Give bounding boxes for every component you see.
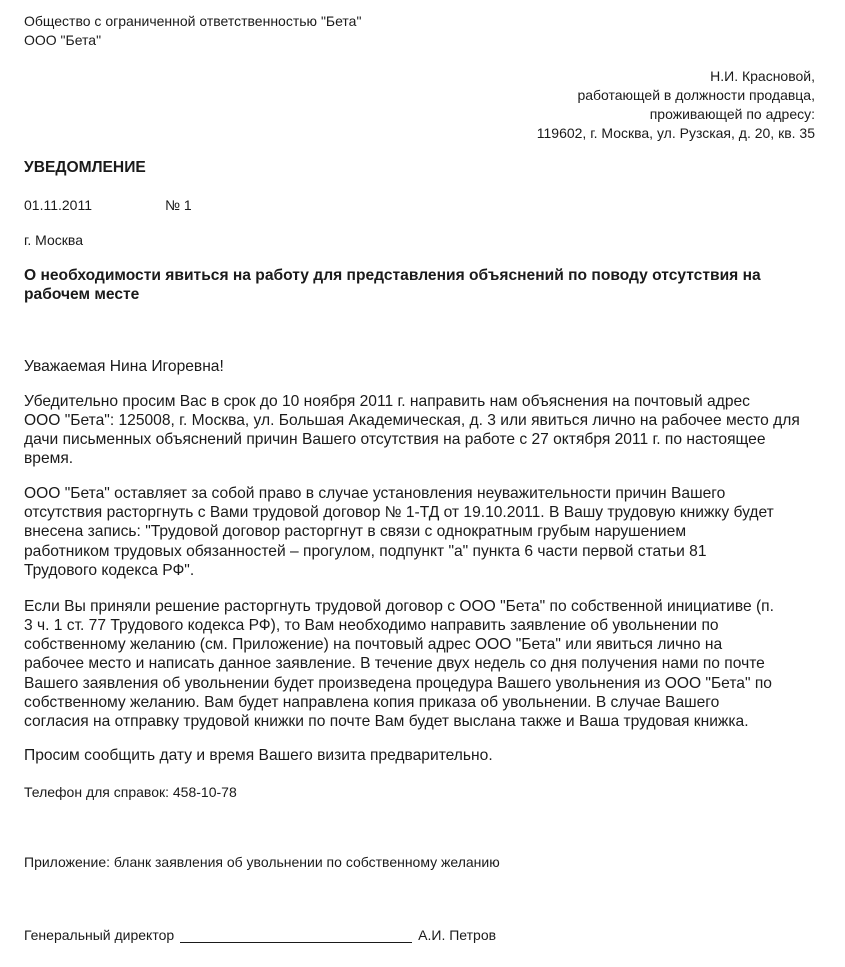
paragraph-line: время. — [24, 450, 74, 467]
paragraph-line: ООО "Бета" оставляет за собой право в случае установления неуважительности причин Вашего — [24, 485, 726, 502]
paragraph-line: Убедительно просим Вас в срок до 10 ноября 2011 г. направить нам объяснения на почтовый адрес — [24, 393, 750, 410]
paragraph-line: ООО "Бета": 125008, г. Москва, ул. Большая Академическая, д. 3 или явиться лично на рабочее место для — [24, 412, 800, 429]
subject-line: рабочем месте — [24, 286, 140, 303]
org-full-name: Общество с ограниченной ответственностью "Бета" — [24, 13, 362, 29]
attachment-note: Приложение: бланк заявления об увольнении по собственному желанию — [24, 854, 500, 870]
paragraph-line: 3 ч. 1 ст. 77 Трудового кодекса РФ), то Вам необходимо направить заявление об увольнении по — [24, 617, 719, 634]
paragraph-line: собственному желанию. Вам будет направлена копия приказа об увольнении. В случае Вашего — [24, 694, 720, 711]
signer-name: А.И. Петров — [418, 927, 497, 943]
recipient-line: Н.И. Красновой, — [710, 68, 815, 84]
signature-line — [180, 942, 412, 943]
paragraph-line: Трудового кодекса РФ". — [24, 562, 195, 579]
paragraph-line: согласия на отправку трудовой книжки по почте Вам будет выслана также и Ваша трудовая книжка. — [24, 713, 749, 730]
paragraph-line: дачи письменных объяснений причин Вашего отсутствия на работе с 27 октября 2011 г. по настоящее — [24, 431, 766, 448]
paragraph-line: Если Вы приняли решение расторгнуть трудовой договор с ООО "Бета" по собственной инициативе (п. — [24, 598, 774, 615]
recipient-line: работающей в должности продавца, — [577, 87, 815, 103]
document-number: № 1 — [165, 197, 192, 213]
org-short-name: ООО "Бета" — [24, 32, 102, 48]
paragraph-line: внесена запись: "Трудовой договор расторгнут в связи с однократным грубым нарушением — [24, 523, 687, 540]
visit-request: Просим сообщить дату и время Вашего визита предварительно. — [24, 747, 493, 764]
greeting: Уважаемая Нина Игоревна! — [24, 358, 224, 375]
recipient-line: 119602, г. Москва, ул. Рузская, д. 20, кв. 35 — [536, 125, 815, 141]
paragraph-line: собственному желанию (см. Приложение) на почтовый адрес ООО "Бета" или явиться лично на — [24, 636, 723, 653]
paragraph-line: Вашего заявления об увольнении будет произведена процедура Вашего увольнения из ООО "Бета" по — [24, 675, 772, 692]
signature-block — [24, 926, 496, 945]
signer-position: Генеральный директор — [24, 927, 175, 943]
document-title: УВЕДОМЛЕНИЕ — [24, 159, 146, 176]
phone-info: Телефон для справок: 458-10-78 — [24, 784, 237, 800]
document-date: 01.11.2011 — [24, 197, 92, 213]
paragraph-line: работником трудовых обязанностей – прогулом, подпункт "а" пункта 6 части первой статьи 81 — [24, 543, 707, 560]
paragraph-line: рабочее место и написать данное заявление. В течение двух недель со дня получения нами по почте — [24, 655, 765, 672]
recipient-line: проживающей по адресу: — [649, 106, 815, 122]
document-city: г. Москва — [24, 232, 83, 248]
subject-line: О необходимости явиться на работу для представления объяснений по поводу отсутствия на — [24, 267, 761, 284]
paragraph-line: отсутствия расторгнуть с Вами трудовой договор № 1-ТД от 19.10.2011. В Вашу трудовую книжку будет — [24, 504, 774, 521]
